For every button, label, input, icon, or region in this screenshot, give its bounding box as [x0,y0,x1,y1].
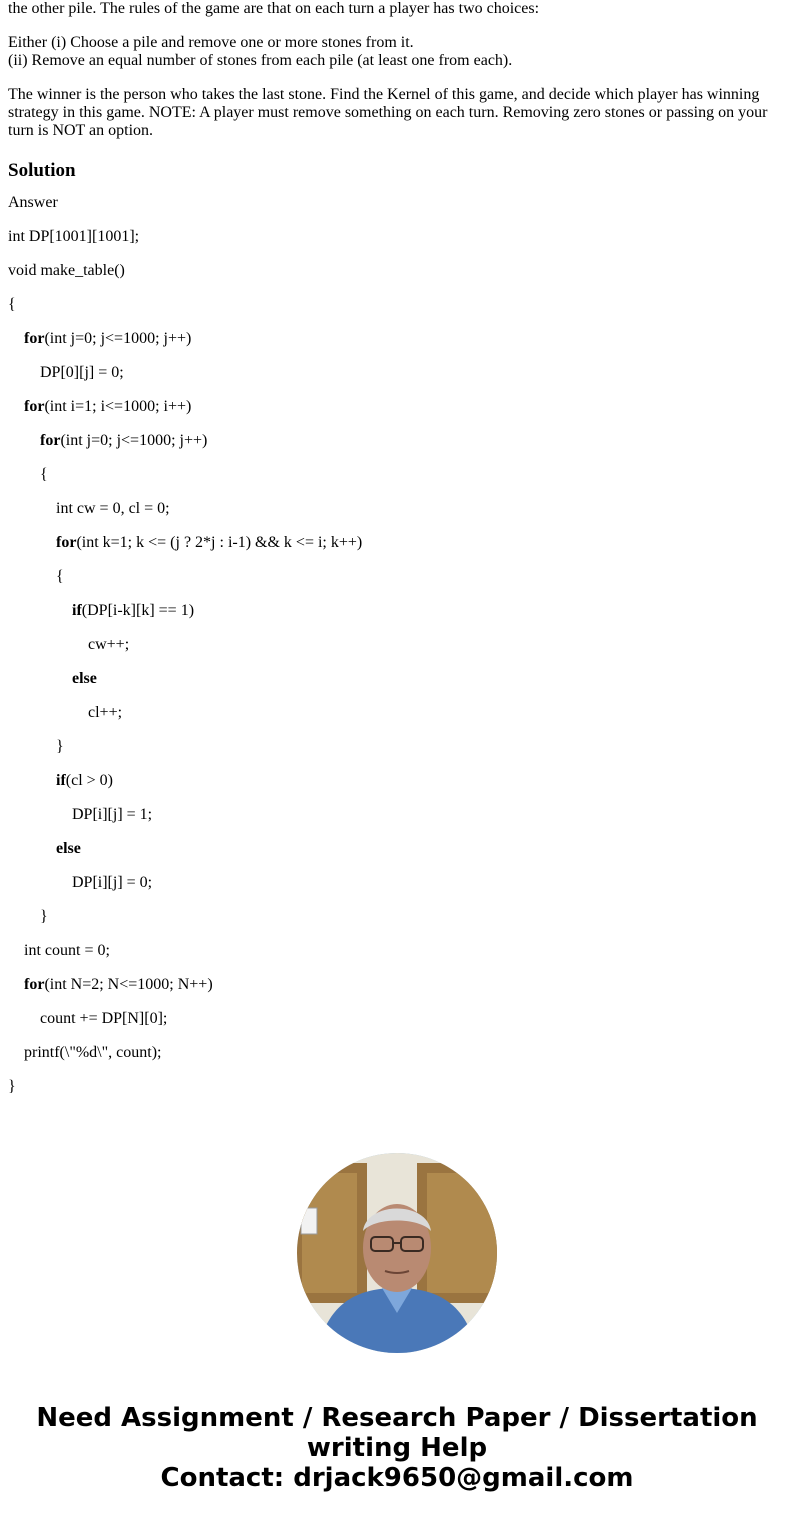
code-keyword: else [72,670,97,687]
code-line [8,1010,778,1028]
question-paragraph: the other pile. The rules of the game are that on each turn a player has two choices: [8,0,540,17]
code-text: void make_table() [8,262,125,279]
answer-block [8,194,778,1096]
code-line [8,364,778,382]
promo-contact: Contact: drjack9650@gmail.com [160,1463,634,1493]
question-choice-2: (ii) Remove an equal number of stones from each pile (at least one from each). [8,52,513,69]
code-text: (int j=0; j<=1000; j++) [60,432,208,449]
code-line [8,874,778,892]
code-text: (DP[i-k][k] == 1) [81,602,195,619]
code-keyword: for [24,330,45,347]
code-text: } [8,1078,16,1095]
code-line [8,942,778,960]
code-line [8,636,778,654]
code-text: (int k=1; k <= (j ? 2*j : i-1) && k <= i; k++) [76,534,363,551]
promo-line-2: writing Help [306,1433,488,1463]
code-line [8,500,778,518]
code-line [8,738,778,756]
code-line [8,398,778,416]
code-text: printf(\"%d\", count); [24,1044,162,1061]
code-keyword: for [24,976,45,993]
code-line [8,670,778,688]
code-text: cl++; [88,704,123,721]
code-keyword: if [72,602,82,619]
code-text: (int j=0; j<=1000; j++) [44,330,192,347]
author-portrait-icon [297,1153,497,1353]
code-text: } [40,908,48,925]
author-avatar [297,1153,497,1353]
answer-label: Answer [8,194,58,211]
code-line [8,466,778,484]
code-keyword: for [24,398,45,415]
code-line [8,1044,778,1062]
code-line [8,568,778,586]
code-text: DP[i][j] = 0; [72,874,153,891]
promo-line-1: Need Assignment / Research Paper / Dissertation [36,1403,758,1433]
code-line [8,1078,778,1096]
code-text: (int i=1; i<=1000; i++) [44,398,192,415]
code-listing [8,228,778,1096]
code-line [8,908,778,926]
code-line [8,432,778,450]
page-content [8,0,778,1112]
code-line [8,228,778,246]
question-choice-1: Either (i) Choose a pile and remove one or more stones from it. [8,34,414,51]
code-text: count += DP[N][0]; [40,1010,168,1027]
code-text: int count = 0; [24,942,110,959]
code-line [8,602,778,620]
code-text: DP[i][j] = 1; [72,806,153,823]
code-keyword: for [56,534,77,551]
code-text: { [40,466,48,483]
code-line [8,806,778,824]
code-line [8,704,778,722]
promo-banner [0,1403,794,1493]
question-paragraph-rules: The winner is the person who takes the last stone. Find the Kernel of this game, and decide which player has winning strategy in this game. NOTE: A player must remove something on each turn. Removing zero stones or passing on your turn is NOT an option. [8,86,768,139]
code-text: cw++; [88,636,130,653]
code-text: DP[0][j] = 0; [40,364,124,381]
code-text: int DP[1001][1001]; [8,228,140,245]
code-text: } [56,738,64,755]
code-line [8,772,778,790]
code-text: int cw = 0, cl = 0; [56,500,170,517]
solution-heading: Solution [8,160,76,181]
code-line [8,534,778,552]
code-line [8,330,778,348]
code-line [8,296,778,314]
code-text: { [8,296,16,313]
code-keyword: for [40,432,61,449]
code-line [8,976,778,994]
code-line [8,262,778,280]
code-keyword: if [56,772,66,789]
code-line [8,840,778,858]
code-text: { [56,568,64,585]
code-keyword: else [56,840,81,857]
code-text: (cl > 0) [65,772,114,789]
code-text: (int N=2; N<=1000; N++) [44,976,213,993]
